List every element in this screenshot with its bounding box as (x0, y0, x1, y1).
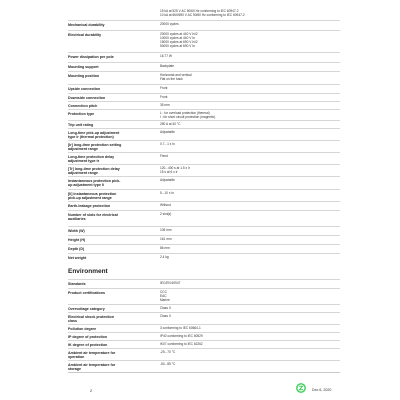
env-row (68, 348, 340, 360)
label-line: Height (H) (68, 238, 86, 242)
spec-value (160, 104, 335, 108)
spec-value (160, 112, 335, 120)
value-line: IP40 conforming to IEC 60529 (160, 334, 203, 338)
spec-value (160, 213, 335, 217)
spec-row (68, 20, 340, 30)
spec-label (68, 351, 158, 359)
label-line: Pollution degree (68, 327, 97, 331)
label-line: Power dissipation per pole (68, 55, 114, 59)
spec-value (160, 204, 335, 208)
value-line: Marine (160, 297, 170, 302)
value-line: Class II (160, 306, 171, 310)
page-number: 2 (90, 388, 93, 393)
label-line: adjustment range (68, 147, 98, 152)
label-line: [Ii] instantaneous protection (68, 192, 117, 196)
spec-label (68, 104, 158, 108)
label-line: Downside connection (68, 96, 106, 100)
spec-label (68, 112, 158, 116)
label-line: Mounting support (68, 65, 99, 69)
label-line: up adjustment type Ii (68, 183, 104, 188)
value-line: 2 slot(s) (160, 212, 172, 216)
spec-row (68, 152, 340, 164)
spec-label (68, 363, 158, 371)
spec-label (68, 123, 158, 127)
spec-value (160, 247, 335, 251)
spec-value (160, 167, 335, 175)
label-line: IP degree of protection (68, 335, 108, 339)
spec-label (68, 307, 158, 311)
value-line: Horizontal and vertical (160, 73, 192, 77)
label-line: auxiliaries (68, 217, 86, 222)
spec-label (68, 167, 158, 175)
label-line: class (68, 319, 77, 324)
spec-row (68, 71, 340, 84)
spec-value (160, 33, 335, 49)
value-line: 16.77 W (160, 54, 172, 58)
spec-value (160, 179, 335, 183)
spec-value (160, 143, 335, 147)
value-line: -50...85 °C (160, 362, 176, 366)
footer-date: Dec 6, 2020 (312, 388, 332, 392)
spec-label (68, 96, 158, 100)
spec-label (68, 282, 158, 286)
spec-value (160, 327, 335, 331)
spec-value (160, 291, 335, 303)
label-line: [Tr] long-time protection delay (68, 167, 120, 171)
value-line: L : for overload protection (thermal) (160, 111, 210, 115)
label-line: Electrical shock protection (68, 315, 114, 319)
label-line: Upside connection (68, 87, 101, 91)
value-line: 50000 cycles at 690 V In (160, 43, 195, 48)
value-line: EAC (160, 293, 167, 298)
spec-label (68, 327, 158, 331)
value-line: 20000 cycles (160, 22, 179, 26)
spec-value (160, 335, 335, 339)
footer-divider (68, 372, 340, 373)
value-line: 120...400 s at 1.5 x Ir (160, 166, 190, 170)
spec-label (68, 33, 158, 37)
value-line: 15 s at 6 x Ir (160, 169, 178, 174)
spec-value (160, 238, 335, 242)
continuation-line: 15 kA at 525 V AC 50/60 Hz conforming to IEC 60947-2 (160, 9, 239, 13)
label-line: Instantaneous protection pick- (68, 179, 121, 183)
value-line: -25...70 °C (160, 350, 176, 354)
spec-row (68, 210, 340, 222)
spec-row (68, 30, 340, 51)
value-line: 15000 cycles at 690 V In/2 (160, 39, 198, 44)
spec-label (68, 155, 158, 163)
rating-continuation (160, 10, 335, 18)
value-line: 250 A at 40 °C (160, 122, 181, 126)
value-line: 0.7...1 x In (160, 142, 175, 146)
value-line: Class II (160, 314, 171, 318)
label-line: adjustment range (68, 171, 98, 176)
label-line: pick-up adjustment range (68, 196, 112, 201)
label-line: Long-time protection delay (68, 155, 115, 159)
env-row (68, 360, 340, 372)
label-line: Overvoltage category (68, 307, 105, 311)
value-line: Front (160, 86, 168, 90)
value-line: IEC/EN 60947 (160, 281, 181, 285)
label-line: Width (W) (68, 229, 85, 233)
value-line: 2.4 kg (160, 255, 169, 259)
spec-value (160, 87, 335, 91)
spec-value (160, 123, 335, 127)
spec-label (68, 238, 158, 242)
spec-row (68, 176, 340, 188)
spec-label (68, 87, 158, 91)
spec-label (68, 23, 158, 27)
spec-label (68, 335, 158, 339)
spec-value (160, 307, 335, 311)
spec-label (68, 131, 158, 139)
label-line: Trip unit rating (68, 123, 94, 127)
value-line: I : for short circuit protection (magnetic) (160, 114, 216, 119)
value-line: Adjustable (160, 130, 175, 134)
continuation-line: 10 kA at 660/690 V AC 50/60 Hz conforming to IEC 60947-2 (160, 12, 245, 17)
spec-label (68, 247, 158, 251)
label-line: [Ir] long-time protection setting (68, 143, 122, 147)
spec-row (68, 253, 340, 263)
spec-value (160, 229, 335, 233)
label-line: Connection pitch (68, 104, 98, 108)
spec-row (68, 164, 340, 176)
value-line: Without (160, 203, 171, 207)
spec-label (68, 204, 158, 208)
value-line: 10000 cycles at 440 V In (160, 35, 195, 40)
value-line: 20000 cycles at 440 V In/2 (160, 32, 198, 36)
spec-label (68, 213, 158, 221)
spec-value (160, 23, 335, 27)
spec-value (160, 55, 335, 59)
spec-value (160, 96, 335, 100)
value-line: 161 mm (160, 237, 172, 241)
label-line: Number of slots for electrical (68, 213, 118, 217)
label-line: Standards (68, 282, 86, 286)
spec-row (68, 128, 340, 140)
value-line: IK07 conforming to IEC 62262 (160, 342, 203, 346)
label-line: type Ir (thermal protection) (68, 135, 114, 140)
label-line: storage (68, 367, 81, 372)
spec-value (160, 131, 335, 135)
value-line: CCC (160, 290, 167, 294)
spec-label (68, 291, 158, 295)
value-line: Front (160, 95, 168, 99)
spec-label (68, 256, 158, 260)
spec-label (68, 343, 158, 347)
label-line: Product certifications (68, 291, 105, 295)
brand-logo-icon (296, 382, 306, 394)
value-line: 3 conforming to IEC 60664-1 (160, 326, 201, 330)
spec-row (68, 189, 340, 201)
spec-label (68, 55, 158, 59)
value-line: 35 mm (160, 103, 170, 107)
spec-label (68, 315, 158, 323)
label-line: IK degree of protection (68, 343, 108, 347)
label-line: Mechanical durability (68, 23, 105, 27)
spec-label (68, 74, 158, 78)
label-line: Protection type (68, 112, 95, 116)
section-title-environment: Environment (68, 268, 108, 275)
spec-label (68, 179, 158, 187)
label-line: Long-time pick-up adjustment (68, 131, 120, 135)
label-line: Net weight (68, 256, 87, 260)
label-line: Ambient air temperature for (68, 351, 116, 355)
value-line: 5...10 x In (160, 191, 174, 195)
value-line: Adjustable (160, 178, 175, 182)
spec-value (160, 282, 335, 286)
spec-label (68, 65, 158, 69)
spec-value (160, 155, 335, 159)
value-line: 86 mm (160, 246, 170, 250)
label-line: Mounting position (68, 74, 100, 78)
spec-label (68, 229, 158, 233)
spec-label (68, 192, 158, 200)
label-line: operation (68, 355, 85, 360)
label-line: Electrical durability (68, 33, 102, 37)
spec-row (68, 140, 340, 152)
value-line: Backplate (160, 64, 174, 68)
spec-row (68, 52, 340, 62)
spec-value (160, 192, 335, 196)
spec-value (160, 74, 335, 82)
value-line: Flat on the back (160, 76, 183, 81)
label-line: Ambient air temperature for (68, 363, 116, 367)
spec-value (160, 363, 335, 367)
spec-label (68, 143, 158, 151)
env-row (68, 288, 340, 304)
label-line: adjustment type tr (68, 159, 100, 164)
spec-value (160, 351, 335, 355)
value-line: 105 mm (160, 228, 172, 232)
spec-value (160, 343, 335, 347)
spec-value (160, 65, 335, 69)
env-row (68, 312, 340, 324)
value-line: Fixed (160, 154, 168, 158)
spec-value (160, 256, 335, 260)
label-line: Earth-leakage protection (68, 204, 111, 208)
spec-value (160, 315, 335, 319)
label-line: Depth (D) (68, 247, 85, 251)
